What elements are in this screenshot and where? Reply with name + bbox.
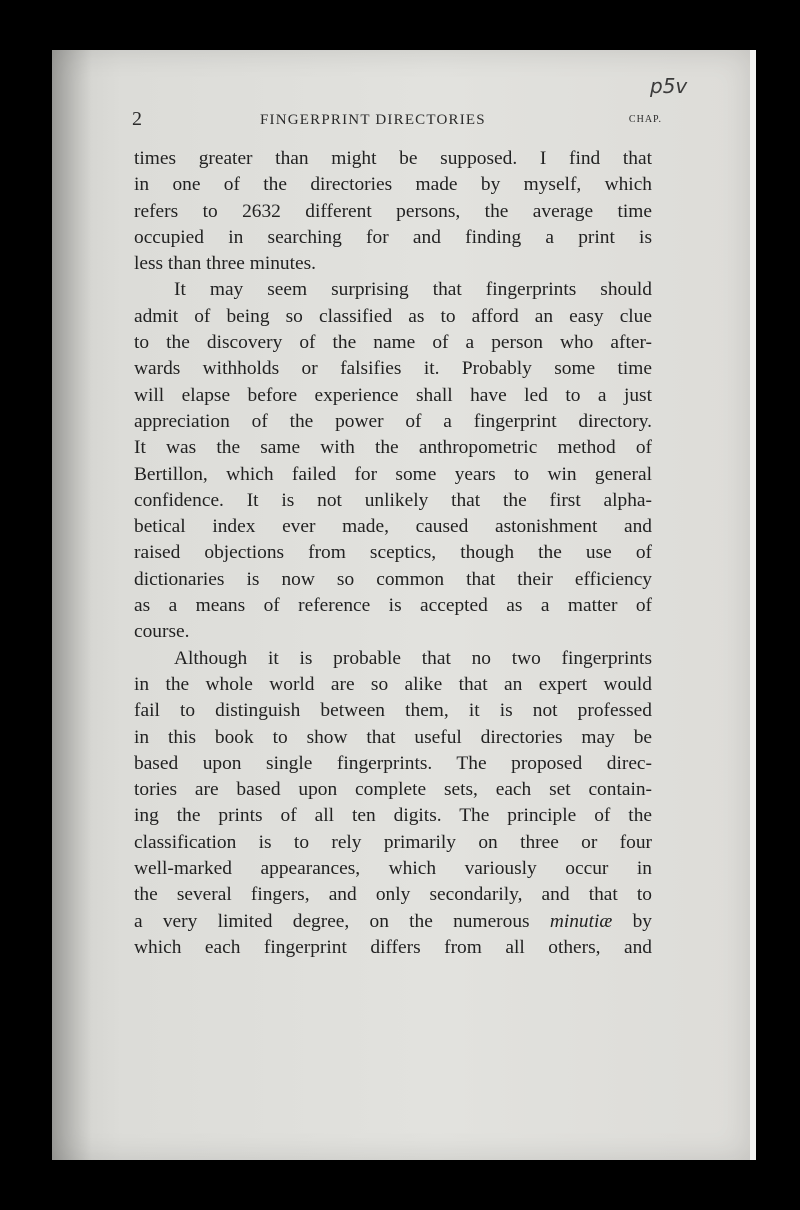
text-line: confidence. It is not unlikely that the first alpha- <box>134 489 652 511</box>
text-line: appreciation of the power of a fingerprint directory. <box>134 410 652 432</box>
text-line: raised objections from sceptics, though the use of <box>134 542 652 564</box>
text-line: in the whole world are so alike that an expert would <box>134 673 652 695</box>
text-line: based upon single fingerprints. The proposed direc- <box>134 752 652 774</box>
text-line: well-marked appearances, which variously occur in <box>134 858 652 880</box>
text-line: admit of being so classified as to afford an easy clue <box>134 305 652 327</box>
text-line: times greater than might be supposed. I find that <box>134 148 652 169</box>
text-line: ing the prints of all ten digits. The principle of the <box>134 805 652 827</box>
running-head <box>132 108 662 132</box>
text-line: It was the same with the anthropometric method of <box>134 437 652 459</box>
text-line: to the discovery of the name of a person who after- <box>134 332 652 354</box>
text-line-with-italic <box>134 909 652 935</box>
running-title: FINGERPRINT DIRECTORIES <box>260 112 486 128</box>
text-fragment: a very limited degree, on the numerous <box>134 910 530 932</box>
text-line: Although it is probable that no two fingerprints <box>174 647 652 669</box>
text-line: It may seem surprising that fingerprints should <box>174 279 652 301</box>
text-line: will elapse before experience shall have led to a just <box>134 384 652 406</box>
text-line: in one of the directories made by myself, which <box>134 174 652 196</box>
text-line: fail to distinguish between them, it is not professed <box>134 700 652 722</box>
text-line: which each fingerprint differs from all others, and <box>134 936 652 958</box>
italic-word: minutiæ <box>549 910 613 932</box>
text-line: less than three minutes. <box>134 253 317 275</box>
text-line: wards withholds or falsifies it. Probably some time <box>134 358 652 380</box>
handwritten-annotation: p5v <box>650 74 688 98</box>
text-line: classification is to rely primarily on three or four <box>134 831 652 853</box>
page-number: 2 <box>132 108 142 130</box>
chapter-abbreviation: CHAP. <box>628 114 662 125</box>
text-line: course. <box>134 621 190 643</box>
text-line: in this book to show that useful directories may be <box>134 726 652 748</box>
text-line: Bertillon, which failed for some years to win general <box>134 463 652 485</box>
text-line: occupied in searching for and finding a print is <box>134 226 652 248</box>
body-text <box>134 146 652 961</box>
text-line: refers to 2632 different persons, the average time <box>134 200 652 222</box>
text-line: as a means of reference is accepted as a matter of <box>134 595 652 617</box>
text-line: tories are based upon complete sets, each set contain- <box>134 779 652 801</box>
text-fragment: by <box>632 910 652 932</box>
text-line: dictionaries is now so common that their efficiency <box>134 568 652 590</box>
text-line: betical index ever made, caused astonishment and <box>134 516 652 538</box>
text-line: the several fingers, and only secondarily, and that to <box>134 884 652 906</box>
